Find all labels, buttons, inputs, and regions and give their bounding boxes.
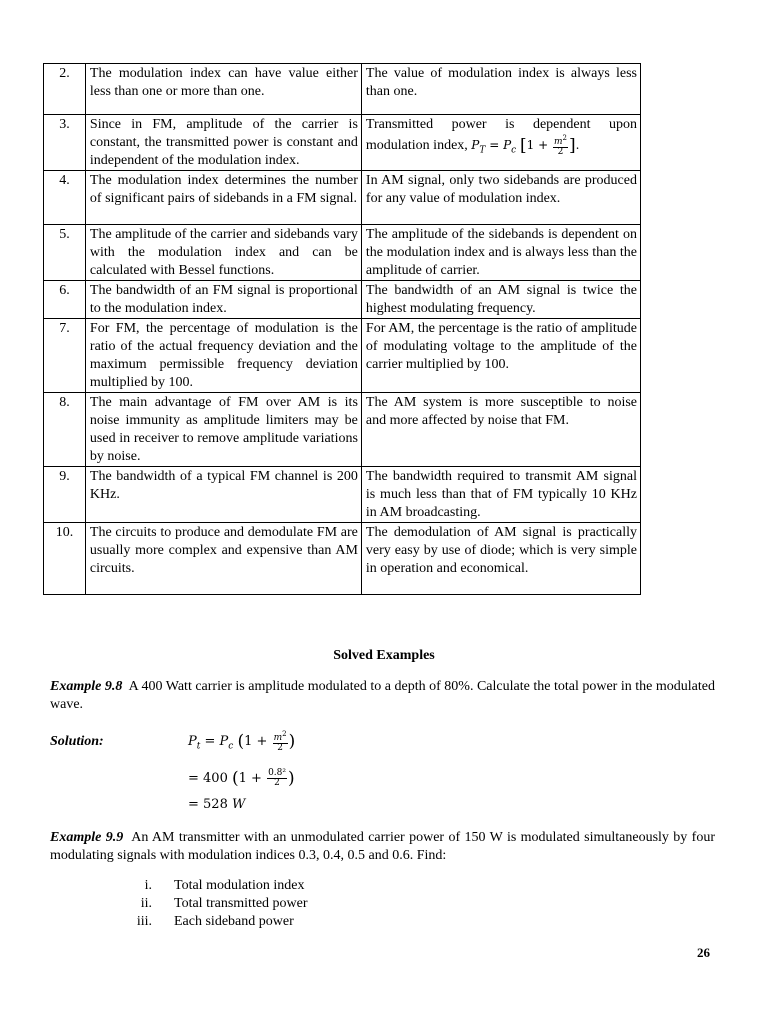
am-cell: In AM signal, only two sidebands are produced for any value of modulation index.: [361, 171, 640, 225]
am-cell: [361, 115, 640, 171]
page-number: 26: [697, 945, 710, 960]
comparison-table: [43, 63, 641, 595]
fm-cell: The modulation index determines the number of significant pairs of sidebands in a FM signal.: [85, 171, 361, 225]
table-row: [44, 467, 641, 523]
row-number: 7.: [44, 319, 86, 393]
solution-equation-2: = 400 (1 + $\frac{\text{0.8²}}{2}$ ): [188, 768, 295, 789]
equation-numerator: 0.8²: [268, 768, 286, 778]
fm-cell: Since in FM, amplitude of the carrier is constant, the transmitted power is constant and independent of the modulation index.: [85, 115, 361, 171]
row-number: 8.: [44, 393, 86, 467]
fm-cell: The modulation index can have value either less than one or more than one.: [85, 64, 361, 115]
table-row: [44, 64, 641, 115]
example-9-9: [50, 829, 715, 865]
table-row: [44, 523, 641, 595]
row-number: 3.: [44, 115, 86, 171]
solution-equation-3: = 528 W: [188, 797, 246, 812]
list-item: [130, 895, 308, 913]
am-cell: The bandwidth required to transmit AM signal is much less than that of FM typically 10 KHz in AM broadcasting.: [361, 467, 640, 523]
am-cell: The demodulation of AM signal is practically very easy by use of diode; which is very simple in operation and economical.: [361, 523, 640, 595]
am-cell: The AM system is more susceptible to noise and more affected by noise that FM.: [361, 393, 640, 467]
am-cell: The bandwidth of an AM signal is twice the highest modulating frequency.: [361, 281, 640, 319]
am-cell-text: Transmitted power is dependent upon modulation index,: [365, 117, 637, 153]
row-number: 2.: [44, 64, 86, 115]
equation-lead: = 400: [188, 771, 228, 786]
table-row: [44, 225, 641, 281]
example-9-8: [50, 678, 715, 714]
fm-cell: The bandwidth of a typical FM channel is 200 KHz.: [85, 467, 361, 523]
question-list: [130, 877, 308, 931]
list-item-text: Total modulation index: [174, 878, 305, 893]
list-item-text: Each sideband power: [174, 914, 294, 929]
table-row: [44, 171, 641, 225]
table-row: [44, 115, 641, 171]
table-row: [44, 281, 641, 319]
list-item: [130, 913, 308, 931]
am-cell: The value of modulation index is always less than one.: [361, 64, 640, 115]
section-title: Solved Examples: [333, 648, 435, 663]
row-number: 10.: [44, 523, 86, 595]
row-number: 5.: [44, 225, 86, 281]
example-label: Example 9.8: [50, 679, 123, 694]
row-number: 4.: [44, 171, 86, 225]
fm-cell: The amplitude of the carrier and sidebands vary with the modulation index and can be calculated with Bessel functions.: [85, 225, 361, 281]
example-text: A 400 Watt carrier is amplitude modulated to a depth of 80%. Calculate the total power in the modulated wave.: [50, 679, 715, 712]
solution-label: Solution:: [50, 734, 104, 749]
equation-result: = 528: [188, 797, 232, 812]
list-item: [130, 877, 308, 895]
example-text: An AM transmitter with an unmodulated carrier power of 150 W is modulated simultaneously by four modulating signals with modulation indices 0.3, 0.4, 0.5 and 0.6. Find:: [50, 830, 715, 863]
list-marker: i.: [144, 878, 152, 893]
list-marker: ii.: [140, 896, 152, 911]
am-cell: The amplitude of the sidebands is dependent on the modulation index and is always less than the amplitude of carrier.: [361, 225, 640, 281]
row-number: 6.: [44, 281, 86, 319]
list-marker: iii.: [136, 914, 152, 929]
example-label: Example 9.9: [50, 830, 124, 845]
power-formula: $P_T = P_c$ [1 + $\frac{m^2}{2}$ ].: [471, 134, 580, 157]
table-row: [44, 393, 641, 467]
fm-cell: For FM, the percentage of modulation is the ratio of the actual frequency deviation and the maximum permissible frequency deviation multiplied by 100.: [85, 319, 361, 393]
row-number: 9.: [44, 467, 86, 523]
solution-equation-1: $P_t = P_c$ (1 + $\frac{m^2}{2}$ ): [188, 730, 296, 753]
fm-cell: The bandwidth of an FM signal is proportional to the modulation index.: [85, 281, 361, 319]
table-row: [44, 319, 641, 393]
fm-cell: The circuits to produce and demodulate FM are usually more complex and expensive than AM circuits.: [85, 523, 361, 595]
list-item-text: Total transmitted power: [174, 896, 308, 911]
fm-cell: The main advantage of FM over AM is its noise immunity as amplitude limiters may be used in receiver to remove amplitude variations by noise.: [85, 393, 361, 467]
am-cell: For AM, the percentage is the ratio of amplitude of modulating voltage to the amplitude of the carrier multiplied by 100.: [361, 319, 640, 393]
